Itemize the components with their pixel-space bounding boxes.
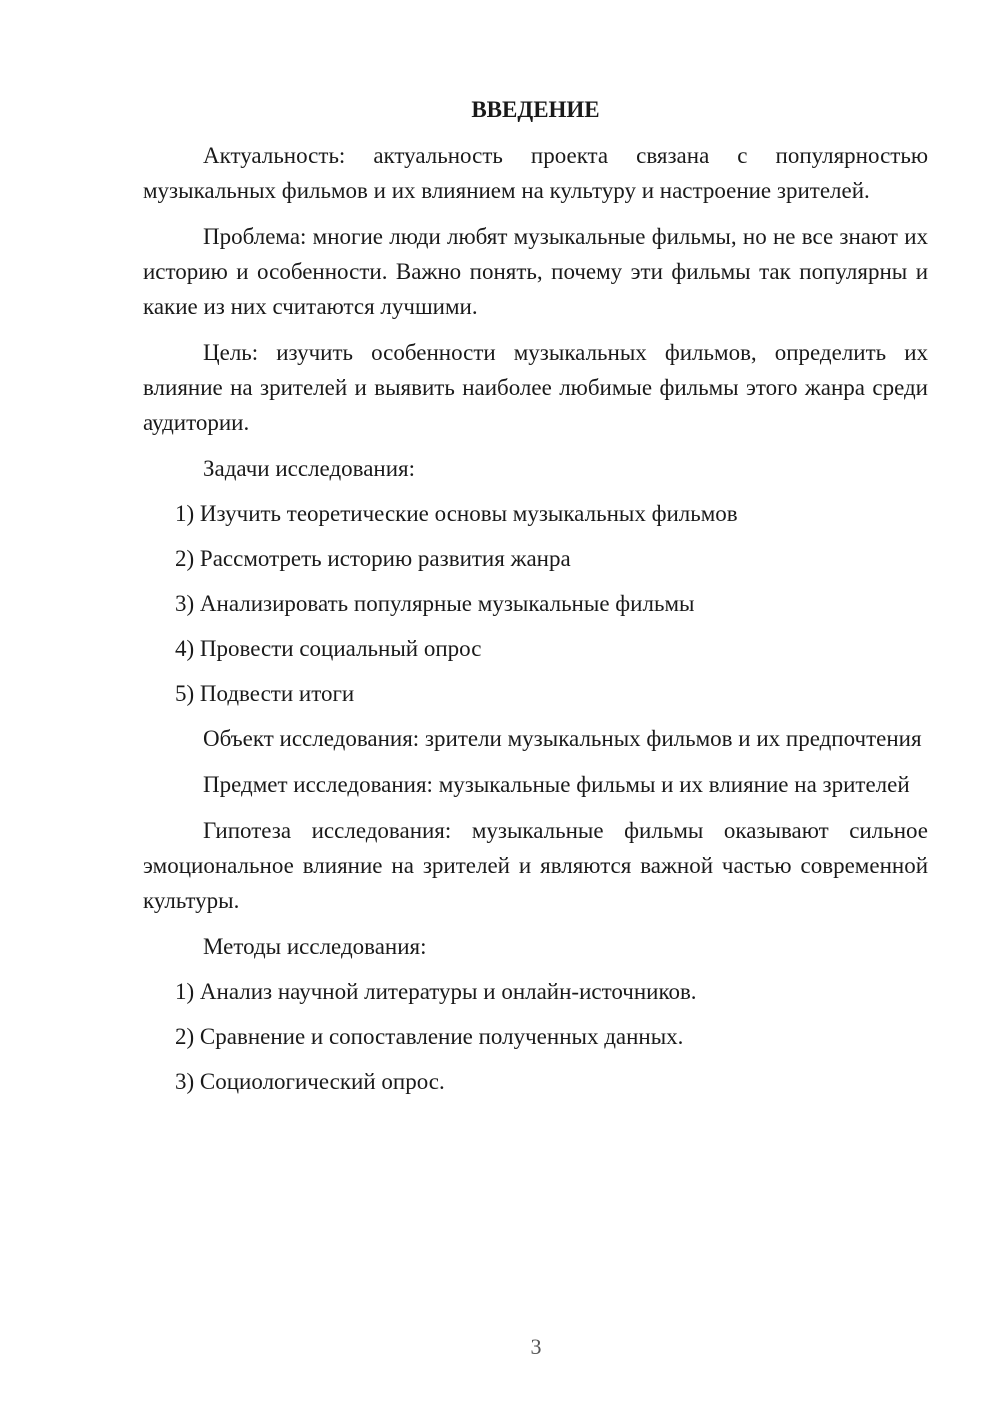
object-paragraph: Объект исследования: зрители музыкальных фильмов и их предпочтения (203, 726, 922, 751)
task-item: 3) Анализировать популярные музыкальные фильмы (175, 591, 695, 616)
task-item: 2) Рассмотреть историю развития жанра (175, 546, 571, 571)
methods-heading: Методы исследования: (203, 934, 427, 959)
task-item: 4) Провести социальный опрос (175, 636, 482, 661)
method-item: 1) Анализ научной литературы и онлайн-источников. (175, 979, 697, 1004)
method-item: 2) Сравнение и сопоставление полученных данных. (175, 1024, 684, 1049)
subject-paragraph: Предмет исследования: музыкальные фильмы и их влияние на зрителей (203, 772, 910, 797)
page-content (143, 92, 928, 1109)
section-title: ВВЕДЕНИЕ (471, 97, 600, 122)
hypothesis-paragraph: Гипотеза исследования: музыкальные фильмы оказывают сильное эмоциональное влияние на зрителей и являются важной частью современной культуры. (143, 818, 928, 913)
problem-paragraph: Проблема: многие люди любят музыкальные фильмы, но не все знают их историю и особенности. Важно понять, почему эти фильмы так популярны и какие из них считаются лучшими. (143, 224, 928, 319)
page-number: 3 (530, 1334, 542, 1359)
task-item: 5) Подвести итоги (175, 681, 355, 706)
method-item: 3) Социологический опрос. (175, 1069, 445, 1094)
relevance-paragraph: Актуальность: актуальность проекта связана с популярностью музыкальных фильмов и их влиянием на культуру и настроение зрителей. (143, 143, 928, 203)
task-item: 1) Изучить теоретические основы музыкальных фильмов (175, 501, 738, 526)
tasks-heading: Задачи исследования: (203, 456, 416, 481)
goal-paragraph: Цель: изучить особенности музыкальных фильмов, определить их влияние на зрителей и выявить наиболее любимые фильмы этого жанра среди аудитории. (143, 340, 928, 435)
